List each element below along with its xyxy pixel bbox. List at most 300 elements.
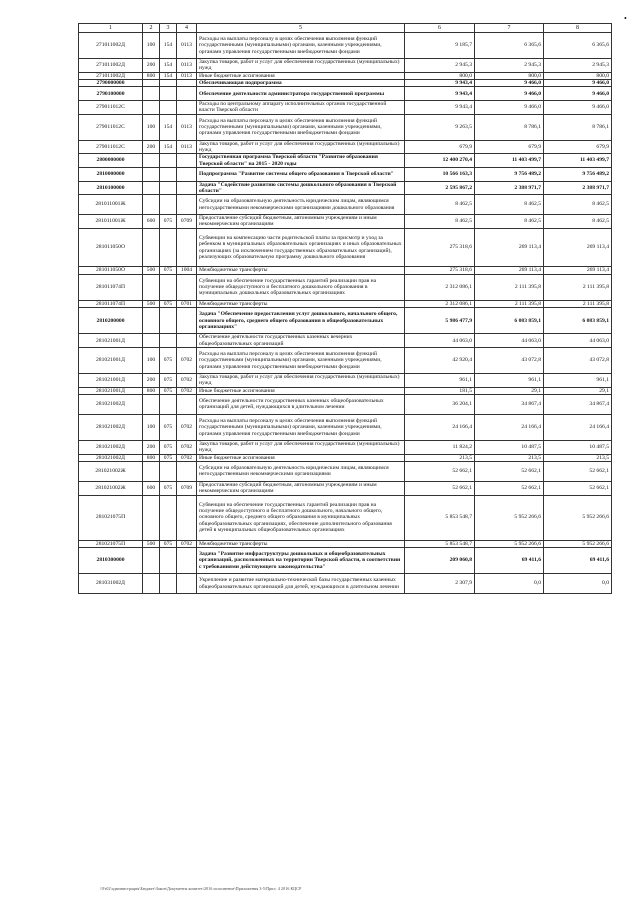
cell-vr [143, 334, 160, 348]
cell-amount-2018: 8 462,5 [544, 195, 612, 215]
table-row [79, 395, 612, 415]
budget-table [78, 23, 612, 594]
cell-vr [143, 395, 160, 415]
cell-rz: 1004 [177, 267, 197, 274]
cell-amount-2017: 9 466,0 [475, 87, 544, 101]
cell-vr [143, 462, 160, 482]
table-row [79, 267, 612, 274]
cell-name: Обеспечение деятельности государственных казенных вечерних общеобразовательных организаций [197, 334, 405, 348]
cell-ved: 075 [160, 540, 177, 547]
cell-amount-2017: 9 466,0 [475, 100, 544, 114]
cell-code: 279011012С [79, 100, 143, 114]
cell-amount-2018: 11 403 499,7 [544, 154, 612, 168]
cell-vr [143, 547, 160, 573]
table-row [79, 195, 612, 215]
cell-code: 271011002Д [79, 33, 143, 59]
cell-code: 2810300000 [79, 547, 143, 573]
cell-name: Задача "Содействие развитию системы дошкольного образования в Тверской области" [197, 181, 405, 195]
cell-amount-2018: 9 466,0 [544, 87, 612, 101]
cell-ved [160, 100, 177, 114]
cell-ved: 075 [160, 387, 177, 394]
table-row [79, 80, 612, 87]
table-row [79, 441, 612, 455]
cell-rz [177, 167, 197, 181]
cell-ved: 075 [160, 481, 177, 495]
cell-name: Обеспечение деятельности администратора государственной программы [197, 87, 405, 101]
cell-name: Предоставление субсидий бюджетным, автономным учреждениям и иным некоммерческим организациям [197, 481, 405, 495]
cell-amount-2017: 8 462,5 [475, 195, 544, 215]
cell-amount-2018: 43 072,8 [544, 347, 612, 373]
cell-amount-2018: 2 111 395,8 [544, 274, 612, 300]
cell-name: Подпрограмма "Развитие системы общего образования в Тверской области" [197, 167, 405, 181]
cell-amount-2017: 9 756 489,2 [475, 167, 544, 181]
cell-vr [143, 154, 160, 168]
cell-name: Иные бюджетные ассигнования [197, 454, 405, 461]
cell-amount-2018: 2 388 971,7 [544, 181, 612, 195]
cell-ved: 075 [160, 347, 177, 373]
cell-rz [177, 495, 197, 540]
cell-code: 2800000000 [79, 154, 143, 168]
cell-vr [143, 87, 160, 101]
cell-ved [160, 395, 177, 415]
cell-vr [143, 495, 160, 540]
cell-amount-2017: 2 945,3 [475, 59, 544, 73]
cell-name: Укрепление и развитие материально-технической базы государственных казенных общеобразовательных организаций для детей, нуждающихся в длительном лечении [197, 574, 405, 594]
cell-vr [143, 308, 160, 334]
table-row [79, 300, 612, 307]
cell-name: Межбюджетные трансферты [197, 540, 405, 547]
cell-code: 281021001Д [79, 387, 143, 394]
cell-code: 271011002Д [79, 72, 143, 79]
cell-vr: 500 [143, 267, 160, 274]
cell-amount-2017: 2 111 395,8 [475, 300, 544, 307]
cell-rz [177, 195, 197, 215]
cell-amount-2018: 679,9 [544, 140, 612, 154]
cell-amount-2017: 44 063,0 [475, 334, 544, 348]
cell-code: 281021001Д [79, 347, 143, 373]
cell-code: 279011012С [79, 140, 143, 154]
table-row [79, 274, 612, 300]
cell-rz: 0702 [177, 454, 197, 461]
table-row [79, 167, 612, 181]
cell-amount-2018: 8 786,1 [544, 114, 612, 140]
cell-name: Задача "Развитие инфраструктуры дошкольных и общеобразовательных организаций, расположенных на территории Тверской области, в соответствии с требованиями действующего законодательства" [197, 547, 405, 573]
cell-ved: 154 [160, 72, 177, 79]
cell-amount-2016: 2 595 867,2 [405, 181, 475, 195]
cell-ved: 075 [160, 441, 177, 455]
header-cell: 5 [197, 24, 405, 33]
cell-amount-2017: 961,1 [475, 374, 544, 388]
cell-amount-2018: 69 411,6 [544, 547, 612, 573]
cell-name: Государственная программа Тверской области "Развитие образования Тверской области" на 2015 - 2020 годы [197, 154, 405, 168]
cell-ved [160, 308, 177, 334]
page-corner-mark: • [624, 14, 627, 23]
cell-name: Субсидии на образовательную деятельность юридическим лицам, являющимся негосударственными некоммерческими организациями [197, 462, 405, 482]
cell-code: 2810000000 [79, 167, 143, 181]
cell-amount-2016: 52 662,1 [405, 481, 475, 495]
cell-amount-2018: 29,1 [544, 387, 612, 394]
cell-code: 281021075П [79, 495, 143, 540]
table-row [79, 33, 612, 59]
cell-rz: 0702 [177, 347, 197, 373]
cell-amount-2016: 8 462,5 [405, 215, 475, 229]
cell-name: Задача "Обеспечение предоставления услуг дошкольного, начального общего, основного общего, среднего общего образования в общеобразовательных организациях" [197, 308, 405, 334]
cell-name: Закупка товаров, работ и услуг для обеспечения государственных (муниципальных) нужд [197, 441, 405, 455]
cell-ved: 075 [160, 215, 177, 229]
cell-vr: 200 [143, 140, 160, 154]
cell-code: 281011074П [79, 300, 143, 307]
table-row [79, 72, 612, 79]
cell-code: 281011001Ж [79, 195, 143, 215]
cell-amount-2017: 10 487,5 [475, 441, 544, 455]
table-row [79, 228, 612, 267]
cell-name: Расходы на выплаты персоналу в целях обеспечения выполнения функций государственными (муниципальными) органами, казенными учреждениями, органами управления государственными внебюджетными фондами [197, 33, 405, 59]
cell-amount-2016: 11 824,2 [405, 441, 475, 455]
cell-name: Обеспечение деятельности государственных казенных общеобразовательных организаций для детей, нуждающихся в длительном лечении [197, 395, 405, 415]
cell-amount-2018: 9 466,0 [544, 100, 612, 114]
cell-amount-2016: 800,0 [405, 72, 475, 79]
cell-amount-2017: 69 411,6 [475, 547, 544, 573]
table-row [79, 547, 612, 573]
cell-code: 281021001Д [79, 334, 143, 348]
cell-amount-2018: 52 662,1 [544, 462, 612, 482]
cell-ved [160, 87, 177, 101]
cell-ved: 075 [160, 454, 177, 461]
cell-vr: 100 [143, 414, 160, 440]
cell-name: Иные бюджетные ассигнования [197, 387, 405, 394]
cell-amount-2017: 29,1 [475, 387, 544, 394]
cell-amount-2016: 42 920,4 [405, 347, 475, 373]
cell-name: Обеспечивающая подпрограмма [197, 80, 405, 87]
cell-amount-2016: 275 318,6 [405, 267, 475, 274]
cell-amount-2018: 269 113,4 [544, 228, 612, 267]
cell-amount-2016: 2 312 086,1 [405, 300, 475, 307]
cell-amount-2018: 6 365,6 [544, 33, 612, 59]
cell-amount-2016: 5 853 548,7 [405, 495, 475, 540]
cell-amount-2016: 2 312 086,1 [405, 274, 475, 300]
cell-vr [143, 574, 160, 594]
cell-amount-2017: 5 952 266,6 [475, 495, 544, 540]
cell-amount-2018: 269 113,4 [544, 267, 612, 274]
cell-vr: 200 [143, 441, 160, 455]
cell-rz: 0702 [177, 540, 197, 547]
cell-vr [143, 274, 160, 300]
cell-amount-2017: 24 166,4 [475, 414, 544, 440]
table-row [79, 87, 612, 101]
cell-amount-2016: 12 400 270,4 [405, 154, 475, 168]
cell-rz [177, 181, 197, 195]
cell-amount-2017: 6 365,6 [475, 33, 544, 59]
table-row [79, 374, 612, 388]
cell-amount-2018: 2 111 395,8 [544, 300, 612, 307]
cell-vr: 100 [143, 114, 160, 140]
cell-amount-2017: 269 113,4 [475, 267, 544, 274]
cell-amount-2016: 52 662,1 [405, 462, 475, 482]
cell-amount-2018: 0,0 [544, 574, 612, 594]
cell-rz: 0113 [177, 33, 197, 59]
table-row [79, 347, 612, 373]
cell-vr: 800 [143, 387, 160, 394]
cell-vr: 200 [143, 59, 160, 73]
cell-ved: 075 [160, 414, 177, 440]
cell-vr: 800 [143, 454, 160, 461]
cell-rz: 0701 [177, 300, 197, 307]
cell-name: Иные бюджетные ассигнования [197, 72, 405, 79]
cell-amount-2018: 213,5 [544, 454, 612, 461]
table-row [79, 334, 612, 348]
cell-rz [177, 574, 197, 594]
cell-rz: 0702 [177, 374, 197, 388]
cell-name: Межбюджетные трансферты [197, 300, 405, 307]
cell-amount-2016: 9 943,4 [405, 80, 475, 87]
cell-code: 281011050О [79, 228, 143, 267]
cell-ved: 075 [160, 267, 177, 274]
cell-rz [177, 547, 197, 573]
cell-amount-2018: 8 462,5 [544, 215, 612, 229]
cell-rz [177, 274, 197, 300]
cell-amount-2016: 9 263,5 [405, 114, 475, 140]
cell-ved: 075 [160, 300, 177, 307]
cell-vr: 100 [143, 347, 160, 373]
cell-code: 281021001Д [79, 374, 143, 388]
table-row [79, 414, 612, 440]
cell-name: Закупка товаров, работ и услуг для обеспечения государственных (муниципальных) нужд [197, 374, 405, 388]
table-row [79, 387, 612, 394]
cell-amount-2018: 6 083 859,1 [544, 308, 612, 334]
table-header-row [79, 24, 612, 33]
cell-ved [160, 80, 177, 87]
cell-ved [160, 154, 177, 168]
cell-amount-2017: 8 462,5 [475, 215, 544, 229]
table-row [79, 495, 612, 540]
header-cell: 2 [143, 24, 160, 33]
table-row [79, 454, 612, 461]
cell-amount-2017: 0,0 [475, 574, 544, 594]
cell-code: 281021002Д [79, 395, 143, 415]
cell-rz [177, 334, 197, 348]
cell-ved: 075 [160, 374, 177, 388]
cell-amount-2016: 181,5 [405, 387, 475, 394]
cell-code: 281021002Д [79, 441, 143, 455]
cell-rz [177, 154, 197, 168]
cell-amount-2016: 10 566 163,3 [405, 167, 475, 181]
table-row [79, 154, 612, 168]
cell-name: Субвенции на обеспечение государственных гарантий реализации прав на получение общедоступного и бесплатного дошкольного, начального общего, основного общего, среднего общего образования в муниципальных общеобразовательных организациях, обеспечение дополнительного образования детей в муниципальных общеобразовательных организациях [197, 495, 405, 540]
cell-rz: 0113 [177, 114, 197, 140]
cell-ved [160, 228, 177, 267]
table-row [79, 308, 612, 334]
cell-code: 281031002Д [79, 574, 143, 594]
cell-vr: 600 [143, 481, 160, 495]
cell-ved [160, 495, 177, 540]
cell-name: Субвенции на компенсацию части родительской платы за присмотр и уход за ребенком в муниципальных образовательных организациях и иных образовательных организациях (за исключением государственных образовательных организаций), реализующих образовательную программу дошкольного образования [197, 228, 405, 267]
cell-amount-2017: 213,5 [475, 454, 544, 461]
cell-amount-2017: 8 786,1 [475, 114, 544, 140]
cell-amount-2016: 961,1 [405, 374, 475, 388]
cell-rz: 0709 [177, 481, 197, 495]
cell-amount-2017: 2 388 971,7 [475, 181, 544, 195]
cell-code: 2790000000 [79, 80, 143, 87]
cell-amount-2017: 9 466,0 [475, 80, 544, 87]
cell-rz: 0113 [177, 140, 197, 154]
cell-amount-2018: 24 166,4 [544, 414, 612, 440]
cell-amount-2016: 9 185,7 [405, 33, 475, 59]
cell-name: Закупка товаров, работ и услуг для обеспечения государственных (муниципальных) нужд [197, 59, 405, 73]
cell-code: 2790100000 [79, 87, 143, 101]
cell-rz [177, 462, 197, 482]
cell-ved: 154 [160, 33, 177, 59]
cell-ved [160, 547, 177, 573]
cell-rz [177, 395, 197, 415]
cell-amount-2017: 43 072,8 [475, 347, 544, 373]
cell-amount-2016: 5 853 548,7 [405, 540, 475, 547]
cell-rz: 0702 [177, 387, 197, 394]
cell-vr [143, 80, 160, 87]
header-cell: 1 [79, 24, 143, 33]
cell-rz: 0702 [177, 414, 197, 440]
table-row [79, 462, 612, 482]
cell-amount-2016: 9 943,4 [405, 100, 475, 114]
cell-amount-2017: 2 111 395,8 [475, 274, 544, 300]
cell-amount-2018: 10 487,5 [544, 441, 612, 455]
cell-amount-2016: 8 462,5 [405, 195, 475, 215]
cell-code: 281021002Д [79, 414, 143, 440]
cell-code: 2810200000 [79, 308, 143, 334]
cell-code: 281021075П [79, 540, 143, 547]
cell-code: 279011012С [79, 114, 143, 140]
header-cell: 8 [544, 24, 612, 33]
cell-ved [160, 167, 177, 181]
file-path-footer: \\Fs02\администрация\Бюджет\Закон\Документы комитет\2016 исполнение\Приложения 3-5\Прил. 4 2016 КЦСР [100, 886, 302, 891]
cell-amount-2017: 52 662,1 [475, 481, 544, 495]
cell-code: 281011001Ж [79, 215, 143, 229]
cell-vr [143, 181, 160, 195]
cell-name: Расходы на выплаты персоналу в целях обеспечения выполнения функций государственными (муниципальными) органами, казенными учреждениями, органами управления государственными внебюджетными фондами [197, 114, 405, 140]
cell-name: Межбюджетные трансферты [197, 267, 405, 274]
table-row [79, 540, 612, 547]
cell-amount-2017: 800,0 [475, 72, 544, 79]
cell-amount-2018: 5 952 266,6 [544, 495, 612, 540]
cell-amount-2017: 679,9 [475, 140, 544, 154]
table-row [79, 574, 612, 594]
cell-code: 281011050О [79, 267, 143, 274]
cell-rz: 0702 [177, 441, 197, 455]
cell-amount-2017: 34 867,4 [475, 395, 544, 415]
cell-amount-2016: 275 318,6 [405, 228, 475, 267]
cell-ved [160, 574, 177, 594]
header-cell: 4 [177, 24, 197, 33]
cell-ved: 154 [160, 114, 177, 140]
cell-amount-2016: 44 063,0 [405, 334, 475, 348]
table-row [79, 481, 612, 495]
cell-code: 271011002Д [79, 59, 143, 73]
cell-amount-2016: 679,9 [405, 140, 475, 154]
cell-name: Расходы на выплаты персоналу в целях обеспечения выполнения функций государственными (муниципальными) органами, казенными учреждениями, органами управления государственными внебюджетными фондами [197, 347, 405, 373]
cell-amount-2018: 2 945,3 [544, 59, 612, 73]
table-row [79, 59, 612, 73]
header-cell: 7 [475, 24, 544, 33]
cell-ved: 154 [160, 59, 177, 73]
cell-vr: 600 [143, 215, 160, 229]
cell-amount-2018: 961,1 [544, 374, 612, 388]
cell-amount-2018: 52 662,1 [544, 481, 612, 495]
cell-rz: 0709 [177, 215, 197, 229]
cell-amount-2018: 34 867,4 [544, 395, 612, 415]
cell-ved [160, 181, 177, 195]
table-row [79, 114, 612, 140]
cell-code: 281011074П [79, 274, 143, 300]
cell-amount-2016: 209 060,8 [405, 547, 475, 573]
cell-vr: 500 [143, 300, 160, 307]
cell-amount-2017: 6 083 859,1 [475, 308, 544, 334]
cell-amount-2016: 213,5 [405, 454, 475, 461]
cell-amount-2017: 11 403 499,7 [475, 154, 544, 168]
cell-name: Предоставление субсидий бюджетным, автономным учреждениям и иным некоммерческим организациям [197, 215, 405, 229]
cell-ved: 154 [160, 140, 177, 154]
cell-code: 281021002Д [79, 454, 143, 461]
cell-amount-2017: 269 113,4 [475, 228, 544, 267]
cell-rz: 0113 [177, 72, 197, 79]
cell-amount-2016: 2 307,9 [405, 574, 475, 594]
cell-code: 281021002Ж [79, 462, 143, 482]
cell-rz: 0113 [177, 59, 197, 73]
cell-name: Субвенции на обеспечение государственных гарантий реализации прав на получение общедоступного и бесплатного дошкольного образования в муниципальных дошкольных образовательных организациях [197, 274, 405, 300]
cell-amount-2016: 2 945,3 [405, 59, 475, 73]
cell-code: 281021002Ж [79, 481, 143, 495]
cell-amount-2017: 52 662,1 [475, 462, 544, 482]
cell-rz [177, 100, 197, 114]
cell-amount-2016: 9 943,4 [405, 87, 475, 101]
cell-amount-2016: 36 204,1 [405, 395, 475, 415]
cell-rz [177, 80, 197, 87]
cell-amount-2018: 9 466,0 [544, 80, 612, 87]
cell-name: Расходы на выплаты персоналу в целях обеспечения выполнения функций государственными (муниципальными) органами, казенными учреждениями, органами управления государственными внебюджетными фондами [197, 414, 405, 440]
cell-vr: 800 [143, 72, 160, 79]
cell-rz [177, 308, 197, 334]
cell-amount-2018: 44 063,0 [544, 334, 612, 348]
cell-vr [143, 167, 160, 181]
cell-amount-2017: 5 952 266,6 [475, 540, 544, 547]
cell-amount-2016: 24 166,4 [405, 414, 475, 440]
cell-ved [160, 274, 177, 300]
cell-amount-2016: 5 986 477,9 [405, 308, 475, 334]
cell-vr [143, 100, 160, 114]
cell-name: Закупка товаров, работ и услуг для обеспечения государственных (муниципальных) нужд [197, 140, 405, 154]
cell-vr [143, 228, 160, 267]
cell-vr: 100 [143, 33, 160, 59]
cell-rz [177, 228, 197, 267]
cell-vr [143, 195, 160, 215]
header-cell: 3 [160, 24, 177, 33]
cell-vr: 200 [143, 374, 160, 388]
cell-name: Субсидии на образовательную деятельность юридическим лицам, являющимся негосударственными некоммерческими организациями дошкольного образования [197, 195, 405, 215]
cell-ved [160, 334, 177, 348]
table-row [79, 100, 612, 114]
cell-amount-2018: 5 952 266,6 [544, 540, 612, 547]
cell-amount-2018: 9 756 489,2 [544, 167, 612, 181]
header-cell: 6 [405, 24, 475, 33]
cell-rz [177, 87, 197, 101]
cell-ved [160, 195, 177, 215]
table-row [79, 215, 612, 229]
cell-code: 2810100000 [79, 181, 143, 195]
table-row [79, 181, 612, 195]
table-row [79, 140, 612, 154]
cell-name: Расходы по центральному аппарату исполнительных органов государственной власти Тверской области [197, 100, 405, 114]
cell-ved [160, 462, 177, 482]
cell-amount-2018: 800,0 [544, 72, 612, 79]
cell-vr: 500 [143, 540, 160, 547]
